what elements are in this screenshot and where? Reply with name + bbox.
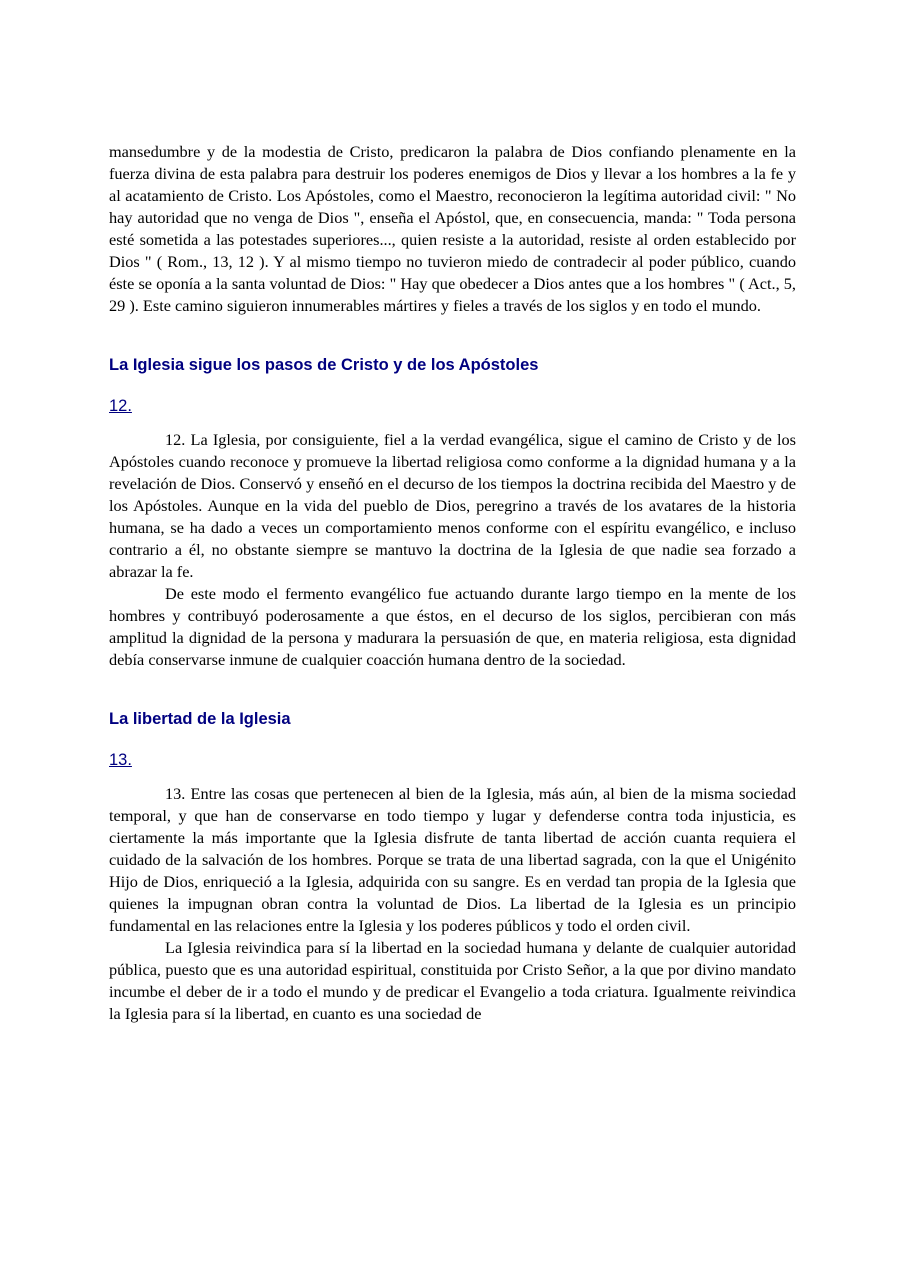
paragraph-13-1: 13. Entre las cosas que pertenecen al bien de la Iglesia, más aún, al bien de la misma sociedad temporal, y que han de conservarse en todo tiempo y lugar y defenderse contra toda injusticia, es ciertamente la más importante que la Iglesia disfrute de tanta libertad de acción cuanta requiera el cuidado de la salvación de los hombres. Porque se trata de una libertad sagrada, con la que el Unigénito Hijo de Dios, enriqueció a la Iglesia, adquirida con su sangre. Es en verdad tan propia de la Iglesia que quienes la impugnan obran contra la voluntad de Dios. La libertad de la Iglesia es un principio fundamental en las relaciones entre la Iglesia y los poderes públicos y todo el orden civil. — [109, 784, 796, 935]
paragraph-12-2: De este modo el fermento evangélico fue actuando durante largo tiempo en la mente de los hombres y contribuyó poderosamente a que éstos, en el decurso de los siglos, percibieran con más amplitud la dignidad de la persona y madurara la persuasión de que, en materia religiosa, esta dignidad debía conservarse inmune de cualquier coacción humana dentro de la sociedad. — [109, 584, 796, 669]
section-number-link-13[interactable]: 13. — [109, 751, 132, 769]
paragraph-12-1: 12. La Iglesia, por consiguiente, fiel a la verdad evangélica, sigue el camino de Cristo y de los Apóstoles cuando reconoce y promueve la libertad religiosa como conforme a la dignidad humana y a la revelación de Dios. Conservó y enseñó en el decurso de los tiempos la doctrina recibida del Maestro y de los Apóstoles. Aunque en la vida del pueblo de Dios, peregrino a través de los avatares de la historia humana, se ha dado a veces un comportamiento menos conforme con el espíritu evangélico, e incluso contrario a él, no obstante siempre se mantuvo la doctrina de la Iglesia de que nadie sea forzado a abrazar la fe. — [109, 430, 796, 581]
section-heading-12: La Iglesia sigue los pasos de Cristo y de los Apóstoles — [109, 356, 539, 374]
document-page — [109, 141, 796, 1025]
paragraph-continuation: mansedumbre y de la modestia de Cristo, predicaron la palabra de Dios confiando plenamente en la fuerza divina de esta palabra para destruir los poderes enemigos de Dios y llevar a los hombres a la fe y al acatamiento de Cristo. Los Apóstoles, como el Maestro, reconocieron la legítima autoridad civil: " No hay autoridad que no venga de Dios ", enseña el Apóstol, que, en consecuencia, manda: " Toda persona esté sometida a las potestades superiores..., quien resiste a la autoridad, resiste al orden establecido por Dios " ( Rom., 13, 12 ). Y al mismo tiempo no tuvieron miedo de contradecir al poder público, cuando éste se oponía a la santa voluntad de Dios: " Hay que obedecer a Dios antes que a los hombres " ( Act., 5, 29 ). Este camino siguieron innumerables mártires y fieles a través de los siglos y en todo el mundo. — [109, 142, 796, 315]
section-heading-13: La libertad de la Iglesia — [109, 710, 291, 728]
section-number-link-12[interactable]: 12. — [109, 397, 132, 415]
paragraph-13-2: La Iglesia reivindica para sí la libertad en la sociedad humana y delante de cualquier autoridad pública, puesto que es una autoridad espiritual, constituida por Cristo Señor, a la que por divino mandato incumbe el deber de ir a todo el mundo y de predicar el Evangelio a toda criatura. Igualmente reivindica la Iglesia para sí la libertad, en cuanto es una sociedad de — [109, 938, 796, 1023]
